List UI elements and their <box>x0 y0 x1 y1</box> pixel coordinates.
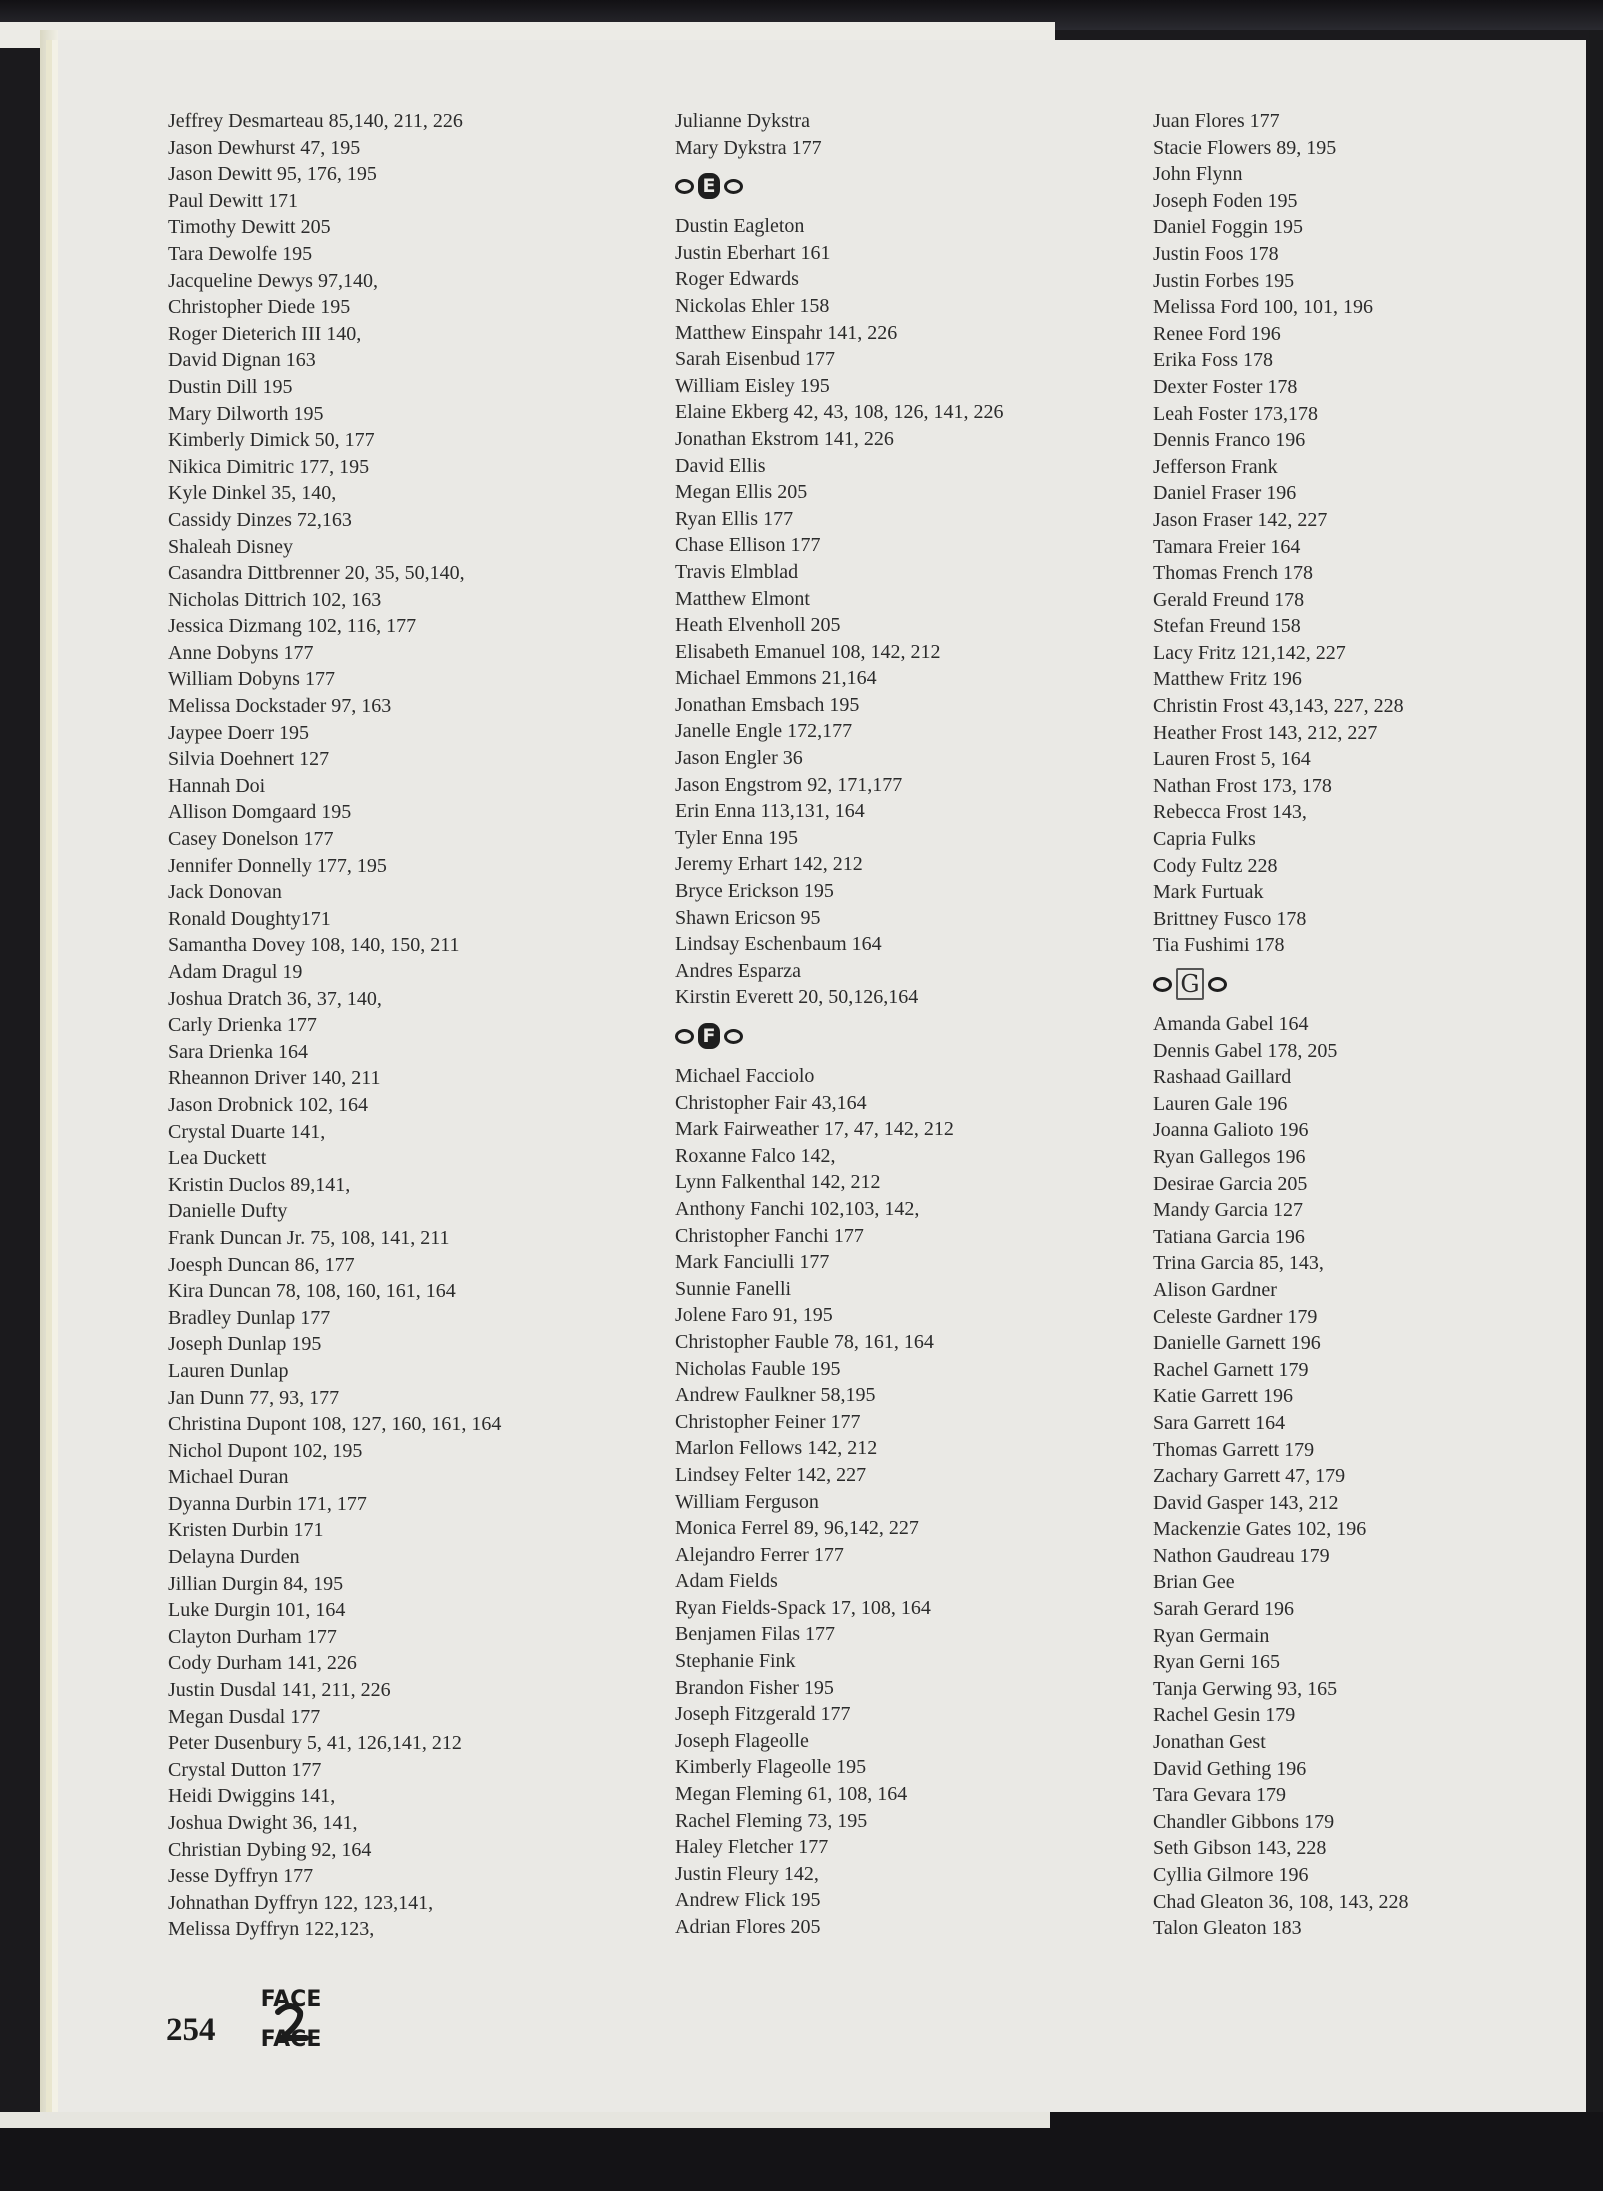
index-entry: Travis Elmblad <box>675 560 799 583</box>
index-entry: Anne Dobyns 177 <box>168 641 314 664</box>
index-entry: Rachel Fleming 73, 195 <box>675 1809 868 1832</box>
index-entry: Johnathan Dyffryn 122, 123,141, <box>168 1891 434 1914</box>
index-entry: Cody Durham 141, 226 <box>168 1652 357 1675</box>
index-entry: Justin Fleury 142, <box>675 1862 819 1885</box>
index-entry: Nicholas Dittrich 102, 163 <box>168 588 382 611</box>
index-entry: Christopher Fanchi 177 <box>675 1224 864 1247</box>
index-entry: Anthony Fanchi 102,103, 142, <box>675 1197 920 1220</box>
index-entry: Matthew Fritz 196 <box>1153 668 1302 691</box>
scan-right-edge <box>1589 30 1603 2130</box>
index-entry: Jan Dunn 77, 93, 177 <box>168 1386 340 1409</box>
index-entry: Roger Dieterich III 140, <box>168 322 362 345</box>
entry-list-f <box>675 1063 1003 1941</box>
index-entry: Andrew Faulkner 58,195 <box>675 1384 876 1407</box>
index-entry: Justin Foos 178 <box>1153 242 1279 265</box>
index-entry: Jillian Durgin 84, 195 <box>168 1572 344 1595</box>
svg-text:FACE: FACE <box>260 2027 322 2050</box>
index-entry: Christian Dybing 92, 164 <box>168 1838 372 1861</box>
index-entry: Amanda Gabel 164 <box>1153 1013 1309 1035</box>
index-entry: Brian Gee <box>1153 1571 1235 1594</box>
index-entry: Kimberly Dimick 50, 177 <box>168 429 375 452</box>
oval-left-icon <box>675 1029 694 1044</box>
index-entry: Ryan Germain <box>1153 1624 1270 1647</box>
index-entry: Mandy Garcia 127 <box>1153 1199 1303 1222</box>
index-entry: Christopher Fauble 78, 161, 164 <box>675 1330 934 1353</box>
index-entry: Andres Esparza <box>675 959 802 982</box>
entry-list-e <box>675 213 1003 1011</box>
index-entry: Christin Frost 43,143, 227, 228 <box>1153 695 1404 718</box>
index-entry: Jason Drobnick 102, 164 <box>168 1093 368 1116</box>
index-entry: Jason Engstrom 92, 171,177 <box>675 773 903 796</box>
letter-g-icon: G <box>1176 968 1204 1000</box>
index-entry: Lindsay Eschenbaum 164 <box>675 933 882 956</box>
index-entry: Michael Emmons 21,164 <box>675 667 877 690</box>
index-entry: Rashaad Gaillard <box>1153 1066 1292 1089</box>
index-entry: Dustin Eagleton <box>675 215 805 238</box>
index-entry: Gerald Freund 178 <box>1153 588 1305 611</box>
index-entry: Trina Garcia 85, 143, <box>1153 1252 1324 1275</box>
index-entry: Tara Dewolfe 195 <box>168 242 313 265</box>
index-entry: Mary Dykstra 177 <box>675 136 822 159</box>
index-entry: Lauren Dunlap <box>168 1359 289 1382</box>
index-entry: Chad Gleaton 36, 108, 143, 228 <box>1153 1890 1409 1913</box>
index-entry: Brittney Fusco 178 <box>1153 907 1307 930</box>
index-entry: Andrew Flick 195 <box>675 1889 821 1912</box>
index-entry: Talon Gleaton 183 <box>1153 1917 1302 1940</box>
index-entry: Joseph Fitzgerald 177 <box>675 1703 851 1726</box>
index-entry: Nathan Frost 173, 178 <box>1153 774 1332 797</box>
index-entry: John Flynn <box>1153 163 1243 186</box>
index-entry: Lauren Gale 196 <box>1153 1092 1288 1115</box>
index-entry: Tatiana Garcia 196 <box>1153 1225 1305 1248</box>
index-entry: Monica Ferrel 89, 96,142, 227 <box>675 1517 919 1540</box>
index-entry: Daniel Foggin 195 <box>1153 216 1303 239</box>
index-entry: Matthew Elmont <box>675 587 810 610</box>
index-entry: Stefan Freund 158 <box>1153 615 1301 638</box>
index-entry: Frank Duncan Jr. 75, 108, 141, 211 <box>168 1226 450 1249</box>
index-entry: Lauren Frost 5, 164 <box>1153 748 1311 771</box>
index-entry: David Ellis <box>675 454 766 477</box>
index-entry: Justin Forbes 195 <box>1153 269 1295 292</box>
index-entry: Janelle Engle 172,177 <box>675 720 853 743</box>
index-entry: Erika Foss 178 <box>1153 349 1273 372</box>
index-entry: Melissa Ford 100, 101, 196 <box>1153 296 1373 319</box>
index-entry: Alejandro Ferrer 177 <box>675 1543 844 1566</box>
page-number: 254 <box>166 2012 216 2048</box>
index-entry: Heath Elvenholl 205 <box>675 614 841 637</box>
index-entry: Jacqueline Dewys 97,140, <box>168 269 378 292</box>
index-entry: Alison Gardner <box>1153 1278 1277 1301</box>
index-entry: Jonathan Ekstrom 141, 226 <box>675 427 894 450</box>
index-entry: Mackenzie Gates 102, 196 <box>1153 1518 1367 1541</box>
index-entry: Dexter Foster 178 <box>1153 375 1298 398</box>
index-entry: Nikica Dimitric 177, 195 <box>168 455 370 478</box>
index-entry: Lacy Fritz 121,142, 227 <box>1153 641 1346 664</box>
index-entry: Peter Dusenbury 5, 41, 126,141, 212 <box>168 1732 462 1755</box>
index-entry: Christopher Fair 43,164 <box>675 1091 867 1114</box>
index-entry: Jason Fraser 142, 227 <box>1153 508 1328 531</box>
index-entry: William Eisley 195 <box>675 374 830 397</box>
index-entry: Sunnie Fanelli <box>675 1277 792 1300</box>
letter-header-e <box>675 163 1003 209</box>
index-entry: Danielle Dufty <box>168 1200 288 1223</box>
index-entry: Megan Dusdal 177 <box>168 1705 321 1728</box>
index-entry: Jaypee Doerr 195 <box>168 721 310 744</box>
letter-header-f <box>675 1013 1003 1059</box>
index-entry: Nichol Dupont 102, 195 <box>168 1439 363 1462</box>
index-entry: Thomas French 178 <box>1153 562 1313 585</box>
index-entry: Luke Durgin 101, 164 <box>168 1599 346 1622</box>
index-entry: Celeste Gardner 179 <box>1153 1305 1318 1328</box>
index-entry: Delayna Durden <box>168 1546 300 1569</box>
oval-right-icon <box>1208 977 1227 992</box>
index-entry: Joseph Foden 195 <box>1153 189 1298 212</box>
page-spine <box>40 30 58 2120</box>
index-entry: Melissa Dyffryn 122,123, <box>168 1918 375 1941</box>
index-entry: Kira Duncan 78, 108, 160, 161, 164 <box>168 1280 456 1303</box>
index-entry: Carly Drienka 177 <box>168 1014 317 1037</box>
index-entry: Desirae Garcia 205 <box>1153 1172 1308 1195</box>
index-entry: Bradley Dunlap 177 <box>168 1306 331 1329</box>
index-entry: David Gasper 143, 212 <box>1153 1491 1339 1514</box>
index-entry: Elaine Ekberg 42, 43, 108, 126, 141, 226 <box>675 401 1004 424</box>
index-entry: Sarah Gerard 196 <box>1153 1598 1295 1621</box>
index-entry: Jolene Faro 91, 195 <box>675 1304 833 1327</box>
index-entry: Haley Fletcher 177 <box>675 1836 829 1859</box>
index-entry: William Ferguson <box>675 1490 819 1513</box>
index-entry: Adrian Flores 205 <box>675 1916 821 1938</box>
index-entry: Adam Fields <box>675 1570 778 1593</box>
index-entry: Mark Furtuak <box>1153 881 1264 904</box>
index-entry: Sarah Eisenbud 177 <box>675 348 835 371</box>
oval-left-icon <box>675 179 694 194</box>
index-entry: Brandon Fisher 195 <box>675 1676 834 1699</box>
index-entry: Ryan Gallegos 196 <box>1153 1145 1306 1168</box>
index-entry: Elisabeth Emanuel 108, 142, 212 <box>675 640 941 663</box>
index-entry: Justin Dusdal 141, 211, 226 <box>168 1679 391 1702</box>
index-entry: Thomas Garrett 179 <box>1153 1438 1315 1461</box>
index-entry: Heather Frost 143, 212, 227 <box>1153 721 1378 744</box>
index-entry: Stacie Flowers 89, 195 <box>1153 136 1337 159</box>
index-entry: Michael Facciolo <box>675 1065 815 1087</box>
index-entry: Silvia Doehnert 127 <box>168 748 330 771</box>
index-entry: Stephanie Fink <box>675 1650 796 1673</box>
index-entry: Hannah Doi <box>168 774 266 797</box>
index-entry: Tanja Gerwing 93, 165 <box>1153 1677 1338 1700</box>
index-entry: Nickolas Ehler 158 <box>675 294 830 317</box>
svg-text:FACE: FACE <box>260 1987 322 2012</box>
index-entry: Melissa Dockstader 97, 163 <box>168 695 392 718</box>
index-entry: Nicholas Fauble 195 <box>675 1357 841 1380</box>
index-entry: Jason Dewhurst 47, 195 <box>168 136 361 159</box>
index-entry: Joshua Dratch 36, 37, 140, <box>168 987 382 1010</box>
index-entry: Katie Garrett 196 <box>1153 1385 1293 1408</box>
letter-e-icon: E <box>698 173 720 199</box>
index-entry: Roxanne Falco 142, <box>675 1144 836 1167</box>
index-entry: Ryan Fields-Spack 17, 108, 164 <box>675 1596 931 1619</box>
index-entry: Tia Fushimi 178 <box>1153 934 1285 957</box>
index-entry: Jennifer Donnelly 177, 195 <box>168 854 387 877</box>
index-entry: Cyllia Gilmore 196 <box>1153 1864 1309 1886</box>
index-entry: Allison Domgaard 195 <box>168 801 352 824</box>
scan-bottom-paper-edge <box>0 2112 1050 2128</box>
entry-list-f-end <box>1153 108 1409 959</box>
index-entry: Dennis Gabel 178, 205 <box>1153 1039 1338 1062</box>
index-entry: Megan Ellis 205 <box>675 481 808 504</box>
index-entry: Benjamen Filas 177 <box>675 1623 835 1646</box>
index-entry: William Dobyns 177 <box>168 668 335 691</box>
index-entry: Lindsey Felter 142, 227 <box>675 1463 867 1486</box>
index-entry: Christopher Feiner 177 <box>675 1410 861 1433</box>
index-entry: Jonathan Emsbach 195 <box>675 693 860 716</box>
index-entry: Rachel Gesin 179 <box>1153 1704 1296 1727</box>
index-entry: Mark Fanciulli 177 <box>675 1251 830 1274</box>
index-entry: Chase Ellison 177 <box>675 534 821 557</box>
index-entry: Kristen Durbin 171 <box>168 1519 324 1542</box>
index-entry: Christina Dupont 108, 127, 160, 161, 164 <box>168 1413 502 1436</box>
letter-header-g <box>1153 961 1409 1007</box>
index-column-1 <box>168 108 501 1943</box>
face-2-face-logo <box>256 1982 326 2050</box>
index-entry: Jason Engler 36 <box>675 747 803 770</box>
index-entry: Julianne Dykstra <box>675 110 810 132</box>
index-entry: Jack Donovan <box>168 881 282 904</box>
index-entry: Crystal Dutton 177 <box>168 1758 322 1781</box>
index-column-2 <box>675 108 1003 1941</box>
index-entry: Jason Dewitt 95, 176, 195 <box>168 163 377 186</box>
index-entry: Megan Fleming 61, 108, 164 <box>675 1783 908 1806</box>
index-column-3 <box>1153 108 1409 1942</box>
index-entry: Erin Enna 113,131, 164 <box>675 800 865 823</box>
index-entry: Jeremy Erhart 142, 212 <box>675 853 863 876</box>
index-entry: Adam Dragul 19 <box>168 961 303 983</box>
index-entry: Juan Flores 177 <box>1153 110 1280 132</box>
index-entry: Kimberly Flageolle 195 <box>675 1756 867 1779</box>
index-entry: Sara Garrett 164 <box>1153 1411 1286 1434</box>
index-entry: Dustin Dill 195 <box>168 375 293 398</box>
index-entry: Joesph Duncan 86, 177 <box>168 1253 355 1276</box>
index-entry: Rheannon Driver 140, 211 <box>168 1067 381 1090</box>
index-entry: Timothy Dewitt 205 <box>168 216 331 239</box>
oval-right-icon <box>724 1029 743 1044</box>
index-entry: Rebecca Frost 143, <box>1153 801 1307 824</box>
index-entry: Joseph Dunlap 195 <box>168 1333 322 1356</box>
index-entry: Clayton Durham 177 <box>168 1625 337 1648</box>
index-entry: Jefferson Frank <box>1153 455 1278 478</box>
index-entry: Marlon Fellows 142, 212 <box>675 1437 878 1460</box>
index-entry: Ryan Gerni 165 <box>1153 1651 1280 1674</box>
index-entry: Kyle Dinkel 35, 140, <box>168 482 337 505</box>
index-entry: Kirstin Everett 20, 50,126,164 <box>675 986 919 1009</box>
index-entry: Tamara Freier 164 <box>1153 535 1301 558</box>
index-entry: Jonathan Gest <box>1153 1731 1266 1754</box>
letter-f-icon: F <box>698 1023 720 1049</box>
index-entry: Tara Gevara 179 <box>1153 1784 1286 1807</box>
index-entry: Jessica Dizmang 102, 116, 177 <box>168 615 417 638</box>
index-entry: Michael Duran <box>168 1466 289 1489</box>
index-entry: Rachel Garnett 179 <box>1153 1358 1309 1381</box>
index-entry: Justin Eberhart 161 <box>675 241 831 264</box>
index-entry: Roger Edwards <box>675 268 799 291</box>
index-entry: Cassidy Dinzes 72,163 <box>168 508 352 531</box>
index-entry: Ryan Ellis 177 <box>675 507 794 530</box>
index-entry: Daniel Fraser 196 <box>1153 482 1297 505</box>
index-entry: Mary Dilworth 195 <box>168 402 324 425</box>
index-entry: Lea Duckett <box>168 1147 267 1170</box>
index-entry: Shawn Ericson 95 <box>675 906 821 929</box>
index-entry: Joanna Galioto 196 <box>1153 1119 1309 1142</box>
index-entry: Jeffrey Desmarteau 85,140, 211, 226 <box>168 110 463 132</box>
index-entry: Sara Drienka 164 <box>168 1040 308 1063</box>
index-entry: David Gething 196 <box>1153 1757 1307 1780</box>
index-entry: Mark Fairweather 17, 47, 142, 212 <box>675 1118 954 1141</box>
index-entry: Jesse Dyffryn 177 <box>168 1865 314 1888</box>
index-entry: Kristin Duclos 89,141, <box>168 1173 351 1196</box>
index-entry: Casey Donelson 177 <box>168 828 334 851</box>
index-entry: Leah Foster 173,178 <box>1153 402 1318 425</box>
index-entry: Capria Fulks <box>1153 828 1256 851</box>
index-entry: Dyanna Durbin 171, 177 <box>168 1492 367 1515</box>
index-entry: Seth Gibson 143, 228 <box>1153 1837 1327 1860</box>
index-entry: Bryce Erickson 195 <box>675 880 834 903</box>
entry-list-d-end <box>675 108 1003 161</box>
index-entry: Danielle Garnett 196 <box>1153 1332 1321 1355</box>
index-entry: David Dignan 163 <box>168 349 316 372</box>
entry-list-g <box>1153 1011 1409 1942</box>
index-entry: Zachary Garrett 47, 179 <box>1153 1465 1346 1488</box>
index-entry: Tyler Enna 195 <box>675 826 799 849</box>
entry-list-d <box>168 108 501 1943</box>
index-entry: Casandra Dittbrenner 20, 35, 50,140, <box>168 562 465 585</box>
index-entry: Heidi Dwiggins 141, <box>168 1785 336 1808</box>
oval-left-icon <box>1153 977 1172 992</box>
index-entry: Cody Fultz 228 <box>1153 854 1278 877</box>
index-entry: Christopher Diede 195 <box>168 296 351 319</box>
index-entry: Samantha Dovey 108, 140, 150, 211 <box>168 934 460 957</box>
index-entry: Matthew Einspahr 141, 226 <box>675 321 898 344</box>
index-entry: Nathon Gaudreau 179 <box>1153 1544 1330 1567</box>
index-entry: Dennis Franco 196 <box>1153 429 1306 452</box>
index-entry: Shaleah Disney <box>168 535 293 558</box>
index-entry: Paul Dewitt 171 <box>168 189 298 212</box>
oval-right-icon <box>724 179 743 194</box>
index-entry: Renee Ford 196 <box>1153 322 1281 345</box>
index-entry: Joseph Flageolle <box>675 1729 809 1752</box>
index-entry: Lynn Falkenthal 142, 212 <box>675 1171 881 1194</box>
index-entry: Joshua Dwight 36, 141, <box>168 1812 358 1834</box>
index-entry: Ronald Doughty171 <box>168 907 331 930</box>
index-entry: Crystal Duarte 141, <box>168 1120 326 1143</box>
index-entry: Chandler Gibbons 179 <box>1153 1810 1335 1833</box>
